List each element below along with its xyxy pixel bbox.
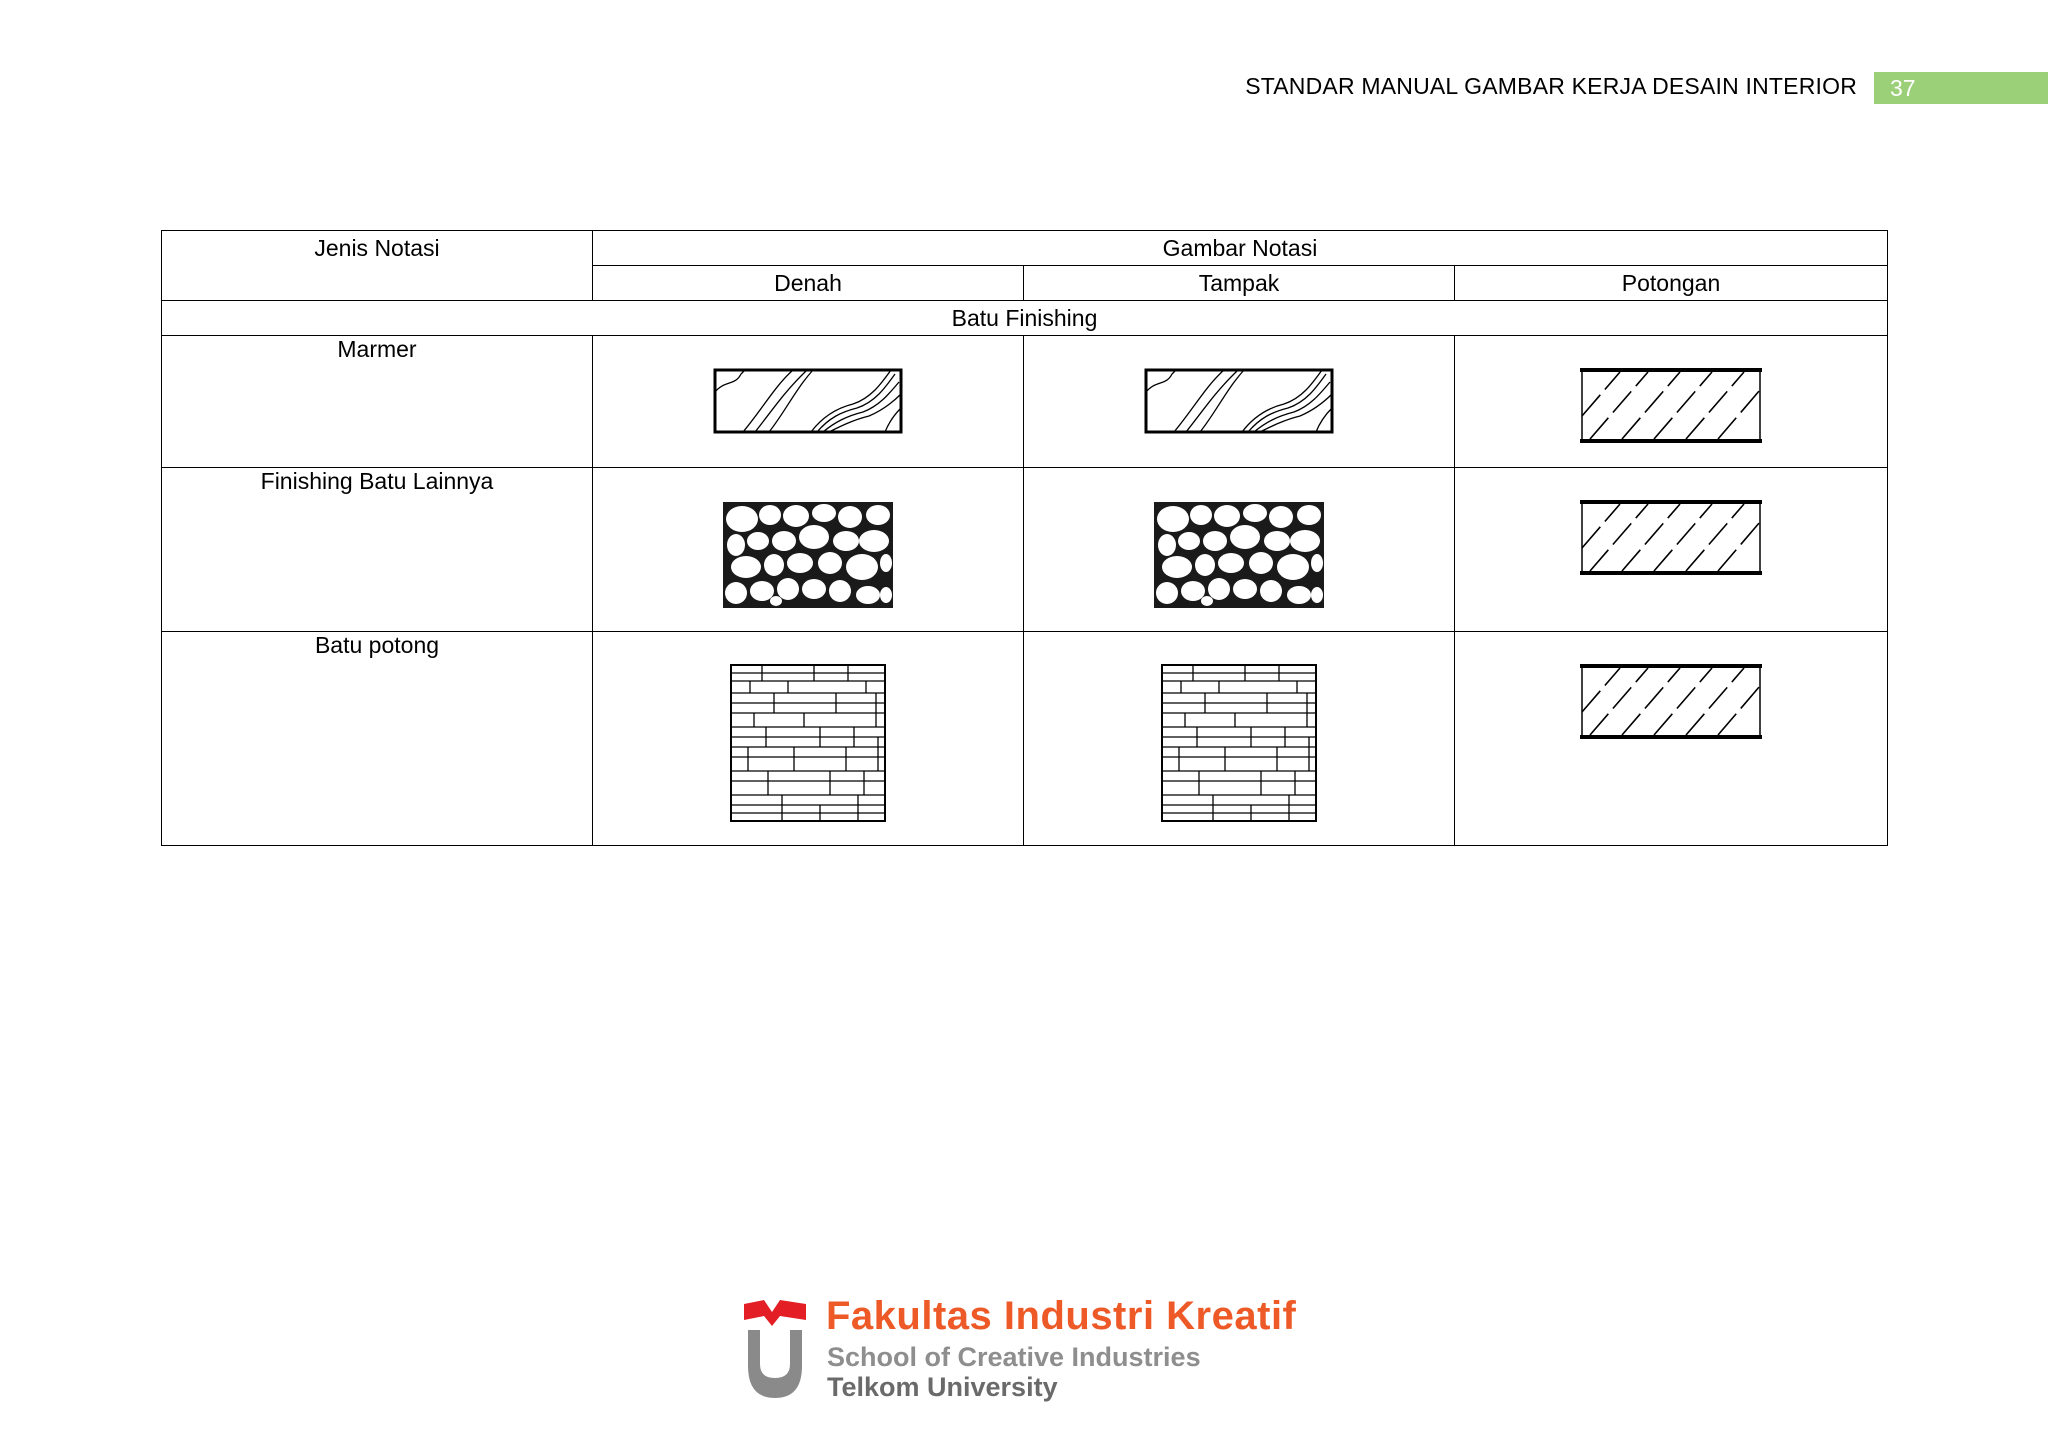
cut-stone-icon (1161, 664, 1317, 822)
batu-potong-potongan-cell (1455, 632, 1888, 846)
logo-subtitle: School of Creative Industries (827, 1342, 1201, 1372)
notation-table (161, 230, 1888, 846)
section-hatch-icon (1580, 368, 1762, 444)
header-potongan: Potongan (1455, 266, 1888, 301)
marmer-denah-cell (593, 336, 1024, 468)
section-batu-finishing: Batu Finishing (162, 301, 1888, 336)
telkom-university-logo-icon (742, 1298, 808, 1404)
page-number: 37 (1874, 72, 2048, 104)
marmer-tampak-cell (1024, 336, 1455, 468)
section-hatch-icon (1580, 664, 1762, 740)
marmer-potongan-cell (1455, 336, 1888, 468)
header-denah: Denah (593, 266, 1024, 301)
stone-pebble-icon (1153, 501, 1325, 609)
batu-potong-tampak-cell (1024, 632, 1455, 846)
table-row (162, 336, 1888, 468)
marble-pattern-icon (1144, 368, 1334, 434)
table-row (162, 632, 1888, 846)
logo-university: Telkom University (827, 1372, 1058, 1402)
header-tampak: Tampak (1024, 266, 1455, 301)
finishing-batu-tampak-cell (1024, 468, 1455, 632)
finishing-batu-potongan-cell (1455, 468, 1888, 632)
marble-pattern-icon (713, 368, 903, 434)
document-title: STANDAR MANUAL GAMBAR KERJA DESAIN INTERIOR (1245, 73, 1857, 99)
finishing-batu-denah-cell (593, 468, 1024, 632)
table-row (162, 468, 1888, 632)
batu-potong-denah-cell (593, 632, 1024, 846)
row-label-finishing-batu-lainnya: Finishing Batu Lainnya (162, 468, 593, 632)
cut-stone-icon (730, 664, 886, 822)
row-label-batu-potong: Batu potong (162, 632, 593, 846)
logo-title: Fakultas Industri Kreatif (826, 1294, 1297, 1338)
row-label-marmer: Marmer (162, 336, 593, 468)
section-hatch-icon (1580, 500, 1762, 576)
stone-pebble-icon (722, 501, 894, 609)
faculty-logo (742, 1294, 1312, 1404)
header-gambar-notasi: Gambar Notasi (593, 231, 1888, 266)
header-jenis-notasi: Jenis Notasi (162, 231, 593, 301)
